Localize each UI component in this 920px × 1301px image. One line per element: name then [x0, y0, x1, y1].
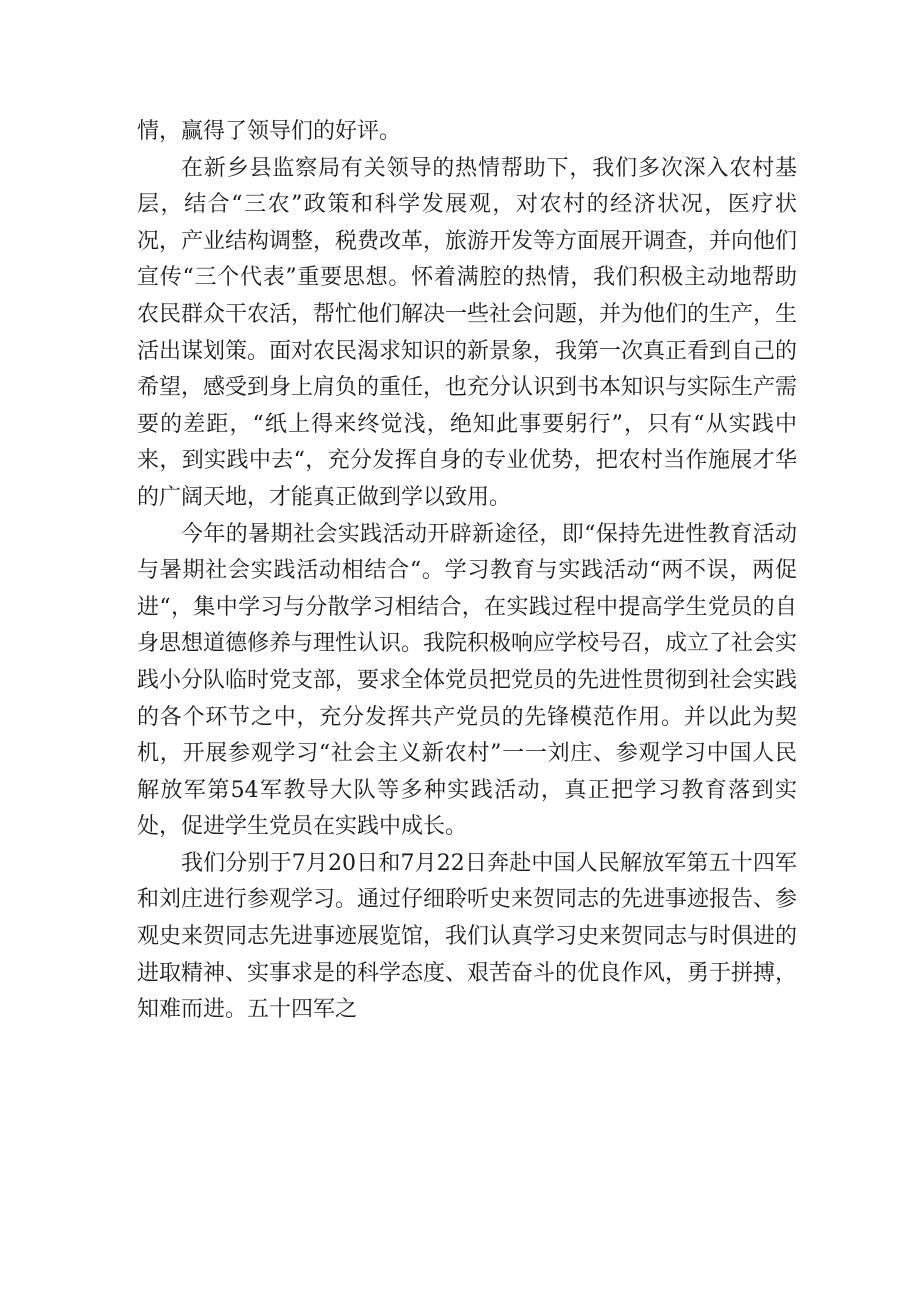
paragraph-continued: 情，赢得了领导们的好评。 — [137, 119, 402, 144]
paragraph-visit: 我们分别于7月20日和7月22日奔赴中国人民解放军第五十四军和刘庄进行参观学习。通过仔细聆听史来贺同志的先进事迹报告、参观史来贺同志先进事迹展览馆，我们认真学习史来贺同志与时俱进的进取精神、实事求是的科学态度、艰苦奋斗的优良作风，勇于拼搏，知难而进。五十四军之 — [137, 850, 798, 1023]
document-body — [137, 114, 797, 1029]
paragraph-investigation: 在新乡县监察局有关领导的热情帮助下，我们多次深入农村基层，结合“三农”政策和科学发展观，对农村的经济状况，医疗状况，产业结构调整，税费改革，旅游开发等方面展开调查，并向他们宣传“三个代表”重要思想。怀着满腔的热情，我们积极主动地帮助农民群众干农活，帮忙他们解决一些社会问题，并为他们的生产，生活出谋划策。面对农民渴求知识的新景象，我第一次真正看到自己的希望，感受到身上肩负的重任，也充分认识到书本知识与实际生产需要的差距，“纸上得来终觉浅，绝知此事要躬行”，只有“从实践中来，到实践中去“，充分发挥自身的专业优势，把农村当作施展才华的广阔天地，才能真正做到学以致用。 — [137, 155, 798, 510]
paragraph-summer-practice: 今年的暑期社会实践活动开辟新途径，即“保持先进性教育活动与暑期社会实践活动相结合“。学习教育与实践活动“两不误，两促进“，集中学习与分散学习相结合，在实践过程中提高学生党员的自身思想道德修养与理性认识。我院积极响应学校号召，成立了社会实践小分队临时党支部，要求全体党员把党员的先进性贯彻到社会实践的各个环节之中，充分发挥共产党员的先锋模范作用。并以此为契机，开展参观学习“社会主义新农村”一一刘庄、参观学习中国人民解放军第54军教导大队等多种实践活动，真正把学习教育落到实处，促进学生党员在实践中成长。 — [137, 521, 798, 840]
